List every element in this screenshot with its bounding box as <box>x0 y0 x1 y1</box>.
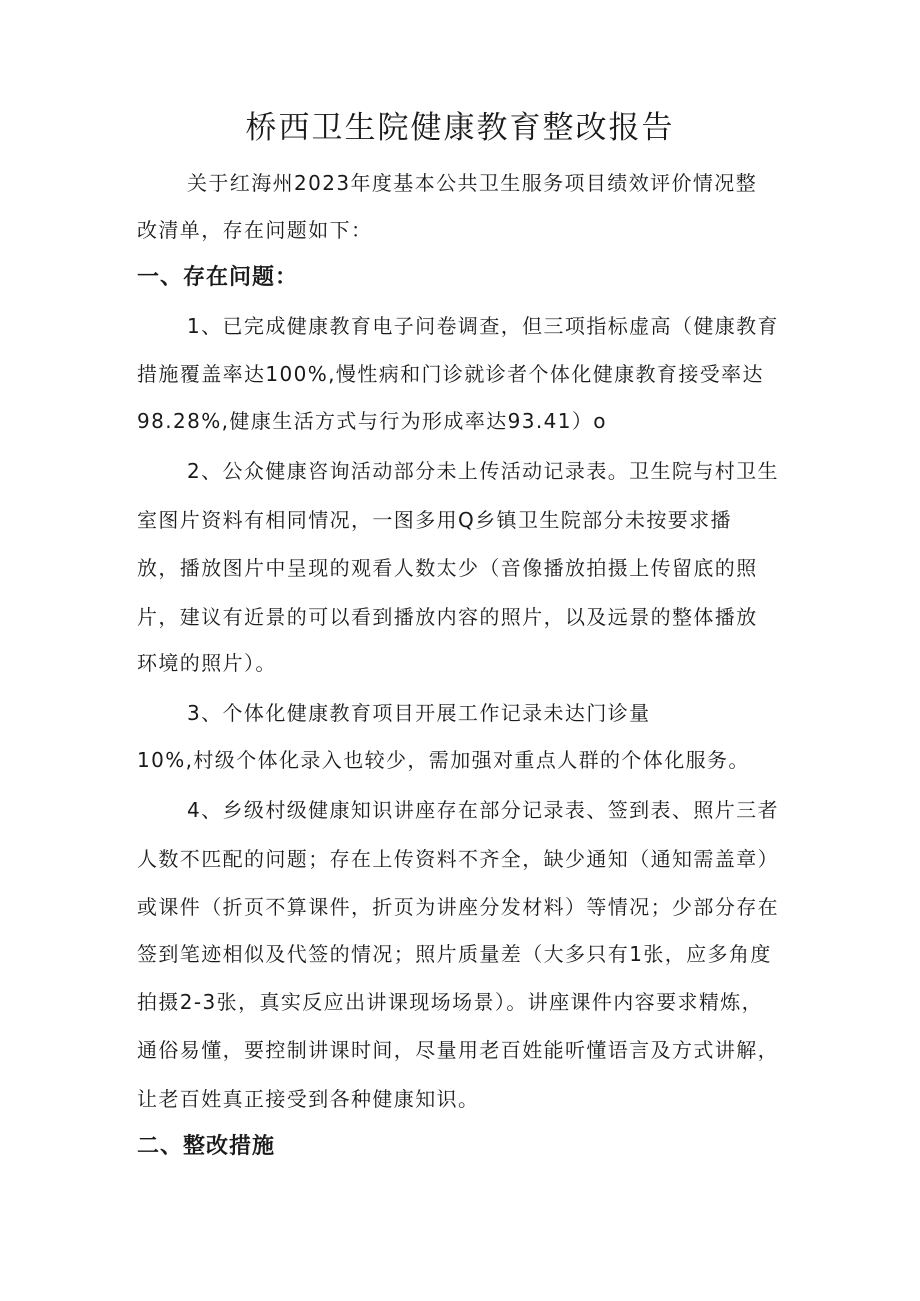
item4-line-5: 拍摄2-3张，真实反应出讲课现场场景）。讲座课件内容要求精炼， <box>137 990 764 1014</box>
item1-line-1: 1、已完成健康教育电子问卷调查，但三项指标虚高（健康教育 <box>187 314 779 338</box>
item4-line-1: 4、乡级村级健康知识讲座存在部分记录表、签到表、照片三者 <box>187 798 779 822</box>
item4-line-4: 签到笔迹相似及代签的情况；照片质量差（大多只有1张，应多角度 <box>137 942 772 966</box>
item2-line-3: 放，播放图片中呈现的观看人数太少（音像播放拍摄上传留底的照 <box>137 556 758 580</box>
item2-line-5: 环境的照片）。 <box>137 651 277 675</box>
intro-line-2: 改清单，存在问题如下： <box>137 218 373 242</box>
section-heading-measures: 二、整改措施 <box>137 1134 276 1159</box>
item1-line-2: 措施覆盖率达100%,慢性病和门诊就诊者个体化健康教育接受率达 <box>137 362 764 386</box>
item1-line-3: 98.28%,健康生活方式与行为形成率达93.41）o <box>137 409 607 433</box>
item3-line-2: 10%,村级个体化录入也较少，需加强对重点人群的个体化服务。 <box>137 748 750 772</box>
item2-line-1: 2、公众健康咨询活动部分未上传活动记录表。卫生院与村卫生 <box>187 459 779 483</box>
item2-line-2: 室图片资料有相同情况，一图多用Q乡镇卫生院部分未按要求播 <box>137 508 732 532</box>
intro-line-1: 关于红海州2023年度基本公共卫生服务项目绩效评价情况整 <box>187 171 758 195</box>
item2-line-4: 片，建议有近景的可以看到播放内容的照片，以及远景的整体播放 <box>137 605 758 629</box>
document-title: 桥西卫生院健康教育整改报告 <box>245 110 675 146</box>
section-heading-problems: 一、存在问题： <box>137 265 299 290</box>
item4-line-6: 通俗易懂，要控制讲课时间，尽量用老百姓能听懂语言及方式讲解， <box>137 1038 779 1062</box>
item4-line-7: 让老百姓真正接受到各种健康知识。 <box>137 1087 480 1111</box>
item3-line-1: 3、个体化健康教育项目开展工作记录未达门诊量 <box>187 701 651 725</box>
item4-line-2: 人数不匹配的问题；存在上传资料不齐全，缺少通知（通知需盖章） <box>137 847 779 871</box>
item4-line-3: 或课件（折页不算课件，折页为讲座分发材料）等情况；少部分存在 <box>137 895 779 919</box>
